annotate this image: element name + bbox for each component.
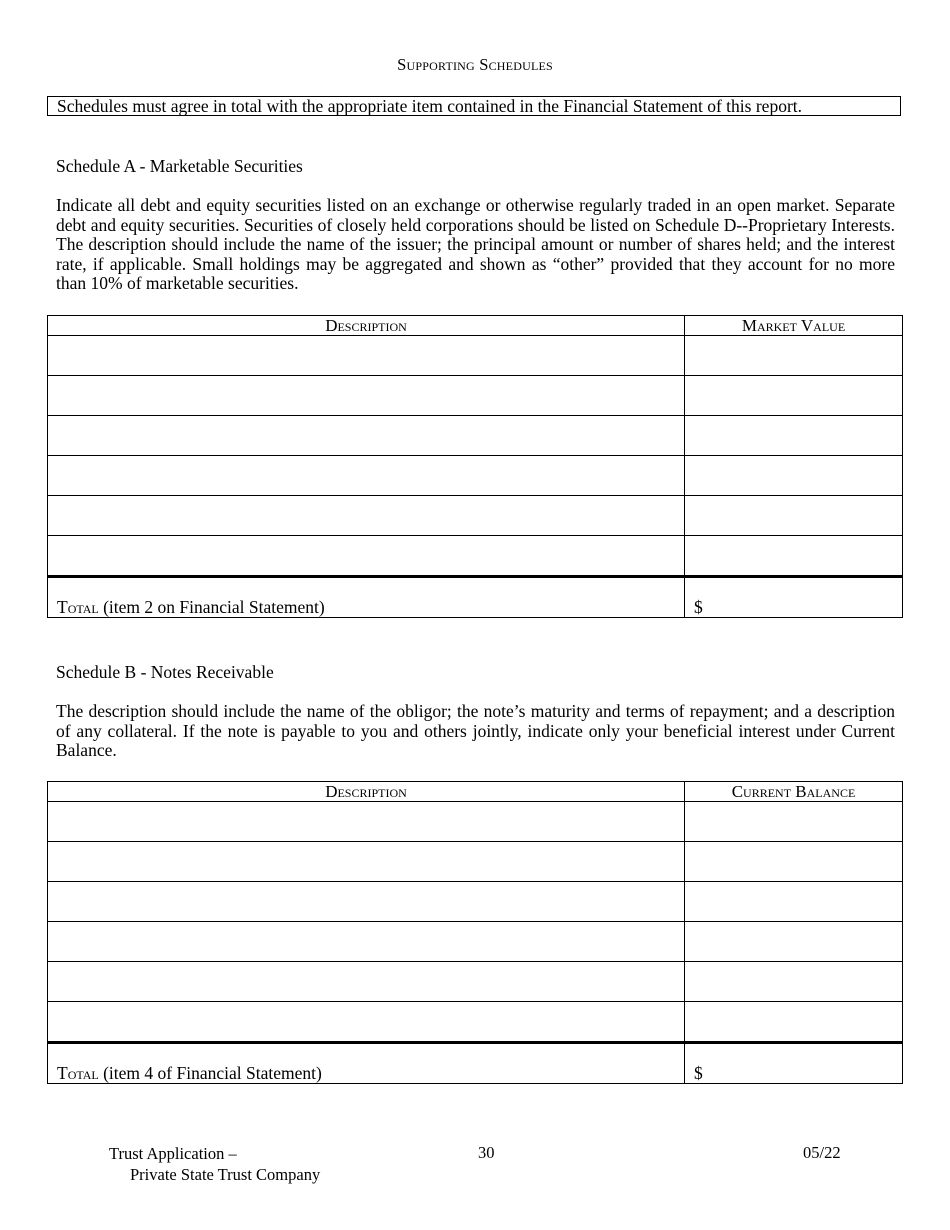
- current-balance-cell[interactable]: [685, 962, 903, 1002]
- table-row: [48, 376, 903, 416]
- table-row: [48, 536, 903, 577]
- market-value-cell[interactable]: [685, 536, 903, 577]
- table-row: [48, 1002, 903, 1043]
- total-value-cell[interactable]: $: [685, 1043, 903, 1084]
- current-balance-cell[interactable]: [685, 882, 903, 922]
- schedule-a-heading: Schedule A - Marketable Securities: [56, 156, 303, 176]
- description-column-header: Description: [48, 782, 685, 802]
- table-row: [48, 962, 903, 1002]
- description-cell[interactable]: [48, 416, 685, 456]
- description-cell[interactable]: [48, 376, 685, 416]
- total-label: [48, 1043, 685, 1084]
- current-balance-cell[interactable]: [685, 1002, 903, 1043]
- description-cell[interactable]: [48, 922, 685, 962]
- total-row: [48, 577, 903, 618]
- table-row: [48, 336, 903, 376]
- market-value-cell[interactable]: [685, 456, 903, 496]
- market-value-cell[interactable]: [685, 376, 903, 416]
- total-row: [48, 1043, 903, 1084]
- description-cell[interactable]: [48, 336, 685, 376]
- total-label-text: (item 2 on Financial Statement): [98, 597, 325, 617]
- market-value-cell[interactable]: [685, 336, 903, 376]
- footer-title-line2: Private State Trust Company: [130, 1165, 321, 1184]
- description-column-header: Description: [48, 316, 685, 336]
- schedule-b-heading: Schedule B - Notes Receivable: [56, 662, 274, 682]
- description-cell[interactable]: [48, 456, 685, 496]
- market-value-cell[interactable]: [685, 416, 903, 456]
- page-number: 30: [478, 1143, 495, 1162]
- total-value-cell[interactable]: $: [685, 577, 903, 618]
- table-row: [48, 922, 903, 962]
- market-value-column-header: Market Value: [685, 316, 903, 336]
- description-cell[interactable]: [48, 882, 685, 922]
- page-title: Supporting Schedules: [397, 55, 553, 74]
- current-balance-column-header: Current Balance: [685, 782, 903, 802]
- table-header-row: [48, 782, 903, 802]
- footer-document-title: [109, 1143, 320, 1185]
- total-word: Total: [57, 1063, 99, 1083]
- schedule-a-instructions: Indicate all debt and equity securities listed on an exchange or otherwise regularly traded in an open market. Separate debt and equity securities. Securities of closely held corporations should be listed on Schedule D--Proprietary Interests. The description should include the name of the issuer; the principal amount or number of shares held; and the interest rate, if applicable. Small holdings may be aggregated and shown as “other” provided that they account for no more than 10% of marketable securities.: [56, 195, 895, 293]
- total-label: [48, 577, 685, 618]
- revision-date: 05/22: [803, 1143, 841, 1162]
- schedule-a-table: [47, 315, 903, 618]
- schedule-b-instructions: The description should include the name of the obligor; the note’s maturity and terms of repayment; and a description of any collateral. If the note is payable to you and others jointly, indicate only your beneficial interest under Current Balance.: [56, 701, 895, 760]
- table-row: [48, 882, 903, 922]
- description-cell[interactable]: [48, 1002, 685, 1043]
- table-header-row: [48, 316, 903, 336]
- table-row: [48, 496, 903, 536]
- description-cell[interactable]: [48, 962, 685, 1002]
- notice-box: Schedules must agree in total with the appropriate item contained in the Financial Statement of this report.: [47, 96, 901, 116]
- table-row: [48, 842, 903, 882]
- total-label-text: (item 4 of Financial Statement): [98, 1063, 322, 1083]
- table-row: [48, 456, 903, 496]
- current-balance-cell[interactable]: [685, 842, 903, 882]
- table-row: [48, 802, 903, 842]
- footer-title-line1: Trust Application –: [109, 1144, 237, 1163]
- description-cell[interactable]: [48, 496, 685, 536]
- market-value-cell[interactable]: [685, 496, 903, 536]
- description-cell[interactable]: [48, 842, 685, 882]
- total-word: Total: [57, 597, 99, 617]
- current-balance-cell[interactable]: [685, 802, 903, 842]
- description-cell[interactable]: [48, 802, 685, 842]
- schedule-b-table: [47, 781, 903, 1084]
- table-row: [48, 416, 903, 456]
- current-balance-cell[interactable]: [685, 922, 903, 962]
- description-cell[interactable]: [48, 536, 685, 577]
